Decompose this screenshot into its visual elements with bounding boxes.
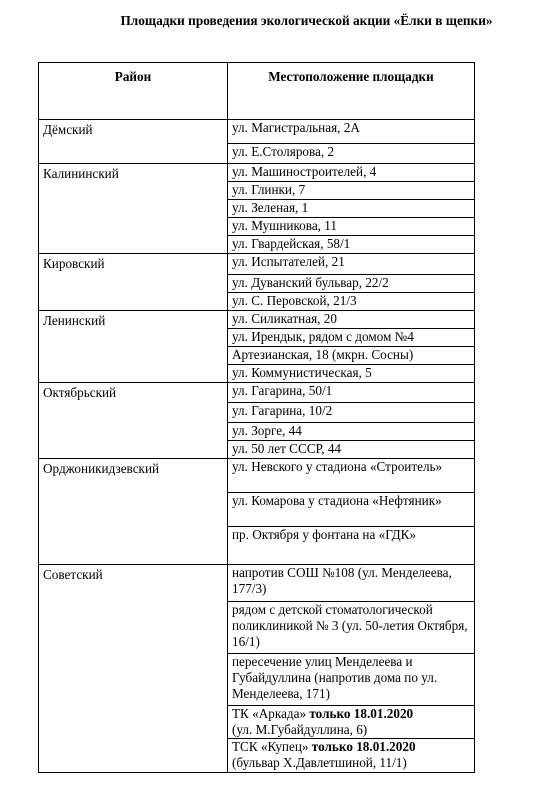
location-cell: [228, 144, 475, 164]
location-text: ул. Глинки, 7: [232, 182, 306, 197]
location-text: ул. С. Перовской, 21/3: [232, 293, 357, 308]
address-text: (ул. М.Губайдуллина, 6): [232, 722, 368, 737]
address-text: (бульвар Х.Давлетшиной, 11/1): [232, 755, 407, 770]
location-cell: [228, 441, 475, 459]
table-row: [39, 311, 475, 329]
location-cell: [228, 275, 475, 293]
location-text: рядом с детской стоматологической поликлиникой № 3 (ул. 50-летия Октября, 16/1): [232, 602, 468, 649]
sites-table: [38, 62, 475, 773]
location-text: ул. Магистральная, 2А: [232, 120, 360, 135]
location-text: ул. Силикатная, 20: [232, 311, 337, 326]
district-cell: Орджоникидзевский: [39, 459, 228, 565]
location-text: ул. Гагарина, 10/2: [232, 403, 333, 418]
page-title: Площадки проведения экологической акции «Ёлки в щепки»: [120, 13, 493, 28]
header-district: Район: [39, 63, 228, 120]
location-text: Артезианская, 18 (мкрн. Сосны): [232, 347, 414, 362]
location-cell: [228, 739, 475, 773]
location-text: ТСК «Купец»: [232, 739, 309, 754]
location-text: ул. Е.Столярова, 2: [232, 144, 335, 159]
location-cell: [228, 527, 475, 565]
location-text: ул. Дуванский бульвар, 22/2: [232, 275, 389, 290]
location-cell: [228, 565, 475, 602]
location-cell: [228, 218, 475, 236]
location-text: пр. Октября у фонтана на «ГДК»: [232, 527, 417, 542]
location-text: напротив СОШ №108 (ул. Менделеева, 177/3): [232, 565, 452, 596]
table-row: [39, 164, 475, 182]
location-cell: [228, 602, 475, 654]
location-cell: [228, 403, 475, 423]
location-text: ул. Комарова у стадиона «Нефтяник»: [232, 493, 442, 508]
table-row: [39, 383, 475, 403]
location-cell: [228, 347, 475, 365]
location-cell: [228, 459, 475, 493]
location-cell: [228, 311, 475, 329]
location-text: ул. Зеленая, 1: [232, 200, 309, 215]
location-text: ул. Мушникова, 11: [232, 218, 337, 233]
location-text: ул. Гагарина, 50/1: [232, 383, 333, 398]
table-row: [39, 120, 475, 144]
table-row: [39, 565, 475, 602]
date-note: только 18.01.2020: [309, 706, 414, 721]
location-cell: [228, 236, 475, 254]
location-cell: [228, 706, 475, 739]
table-row: [39, 254, 475, 275]
location-text: ул. Машиностроителей, 4: [232, 164, 377, 179]
location-text: ул. Зорге, 44: [232, 423, 302, 438]
location-text: ул. Ирендык, рядом с домом №4: [232, 329, 414, 344]
table-row: [39, 459, 475, 493]
location-text: ул. Невского у стадиона «Строитель»: [232, 459, 443, 474]
location-text: пересечение улиц Менделеева и Губайдуллина (напротив дома по ул. Менделеева, 171): [232, 654, 438, 701]
district-cell: Советский: [39, 565, 228, 773]
location-cell: [228, 254, 475, 275]
district-cell: Ленинский: [39, 311, 228, 383]
location-text: ул. 50 лет СССР, 44: [232, 441, 342, 456]
location-cell: [228, 120, 475, 144]
header-location: Местоположение площадки: [228, 63, 475, 120]
location-cell: [228, 293, 475, 311]
district-cell: Дёмский: [39, 120, 228, 164]
location-cell: [228, 654, 475, 706]
date-note: только 18.01.2020: [311, 739, 416, 754]
location-cell: [228, 164, 475, 182]
location-cell: [228, 423, 475, 441]
location-cell: [228, 200, 475, 218]
location-cell: [228, 383, 475, 403]
location-cell: [228, 182, 475, 200]
district-cell: Октябрьский: [39, 383, 228, 459]
district-cell: Кировский: [39, 254, 228, 311]
location-cell: [228, 365, 475, 383]
location-cell: [228, 329, 475, 347]
location-text: ул. Коммунистическая, 5: [232, 365, 372, 380]
location-text: ТК «Аркада»: [232, 706, 307, 721]
location-text: ул. Гвардейская, 58/1: [232, 236, 351, 251]
location-text: ул. Испытателей, 21: [232, 254, 345, 269]
table-header-row: [39, 63, 475, 120]
location-cell: [228, 493, 475, 527]
district-cell: Калининский: [39, 164, 228, 254]
